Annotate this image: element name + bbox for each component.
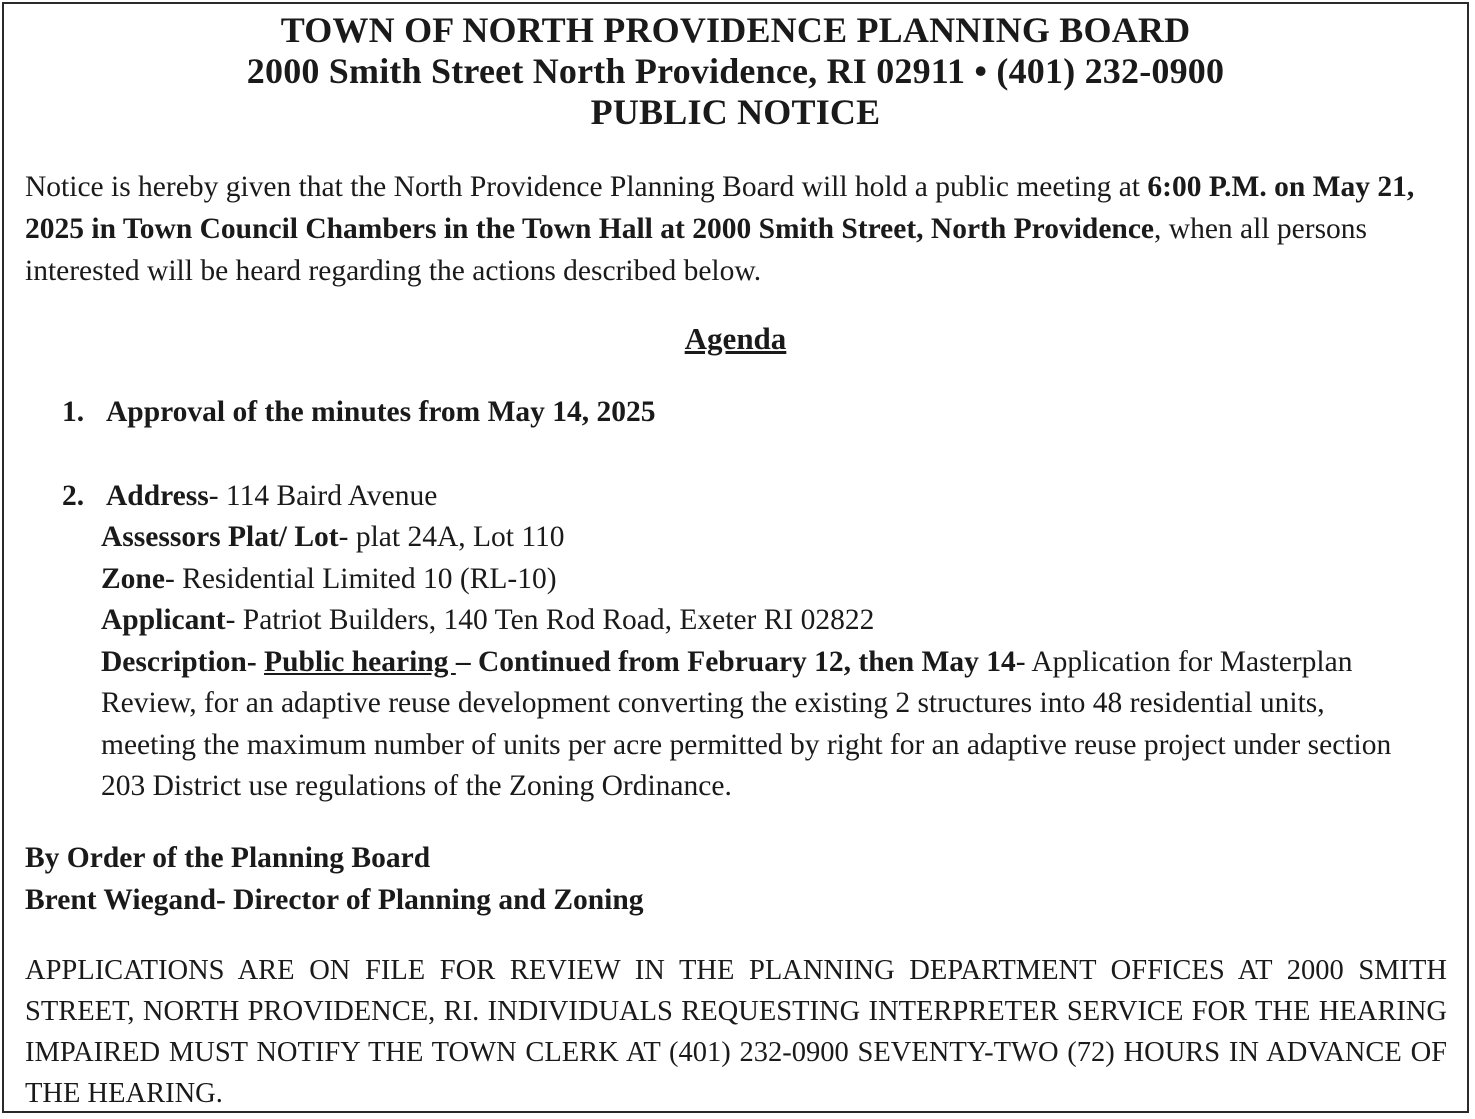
- plat-label: Assessors Plat/ Lot: [101, 521, 339, 553]
- zone-value: - Residential Limited 10 (RL-10): [164, 562, 557, 595]
- applicant-line: [101, 600, 1427, 642]
- meeting-details: 6:00 P.M. on May 21, 2025 in Town Council Chambers in the Town Hall at 2000 Smith Street, North Providence: [25, 171, 1415, 245]
- applications-footer: APPLICATIONS ARE ON FILE FOR REVIEW IN THE PLANNING DEPARTMENT OFFICES AT 2000 SMITH STREET, NORTH PROVIDENCE, RI. INDIVIDUALS REQUESTING INTERPRETER SERVICE FOR THE HEARING IMPAIRED MUST NOTIFY THE TOWN CLERK AT (401) 232-0900 SEVENTY-TWO (72) HOURS IN ADVANCE OF THE HEARING.: [25, 955, 1447, 1109]
- description-paragraph: [101, 642, 1427, 808]
- public-notice: [2, 2, 1469, 1113]
- plat-value: - plat 24A, Lot 110: [338, 521, 565, 553]
- board-address: 2000 Smith Street North Providence, RI 02911 • (401) 232-0900: [246, 51, 1225, 91]
- intro-text-start: Notice is hereby given that the North Providence Planning Board will hold a public meeting at: [25, 171, 1148, 203]
- plat-line: [101, 517, 1427, 559]
- public-hearing-label: Public hearing: [264, 645, 456, 678]
- applicant-value: - Patriot Builders, 140 Ten Rod Road, Exeter RI 02822: [225, 604, 875, 636]
- notice-title: PUBLIC NOTICE: [590, 92, 881, 132]
- signature-block: [25, 837, 644, 921]
- description-text: - Application for Masterplan Review, for an adaptive reuse development converting the existing 2 structures into 48 residential units, meeting the maximum number of units per acre permitted by right for an adaptive reuse project under section 203 District use regulations of the Zoning Ordinance.: [101, 645, 1392, 802]
- agenda-item-2-details: [101, 517, 1427, 808]
- agenda-item-1: [62, 391, 656, 433]
- agenda-item-1-number: 1.: [62, 396, 85, 428]
- address-value: - 114 Baird Avenue: [208, 480, 438, 512]
- intro-text-end: , when all persons interested will be heard regarding the actions described below.: [25, 213, 1368, 287]
- agenda-item-1-text: Approval of the minutes from May 14, 2025: [106, 396, 656, 428]
- agenda-heading: Agenda: [684, 321, 787, 356]
- director-line: Brent Wiegand- Director of Planning and Zoning: [25, 884, 644, 916]
- description-label: Description-: [101, 645, 265, 678]
- applicant-label: Applicant: [101, 604, 226, 636]
- agenda-item-2: [62, 475, 437, 517]
- board-title: TOWN OF NORTH PROVIDENCE PLANNING BOARD: [280, 10, 1191, 50]
- notice-header: [4, 10, 1467, 133]
- intro-paragraph: [25, 166, 1447, 292]
- address-label: Address: [106, 480, 209, 512]
- agenda-item-2-number: 2.: [62, 480, 85, 512]
- zone-line: [101, 559, 1427, 601]
- zone-label: Zone: [101, 562, 165, 595]
- order-line: By Order of the Planning Board: [25, 842, 431, 874]
- continued-note: – Continued from February 12, then May 14: [455, 645, 1016, 678]
